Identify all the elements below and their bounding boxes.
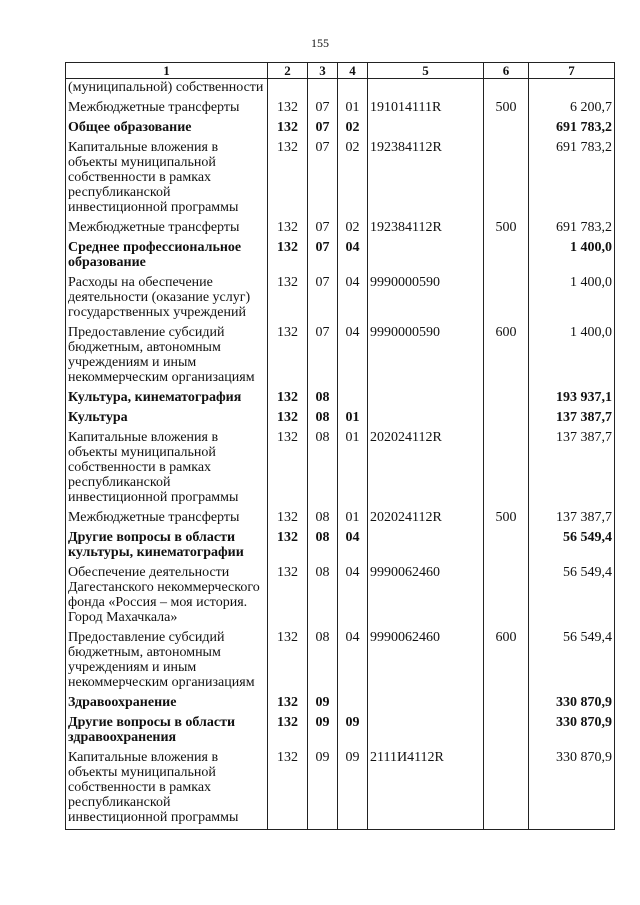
admin-code-cell: 132 <box>268 119 308 139</box>
admin-code-cell: 132 <box>268 564 308 629</box>
target-item-cell <box>368 529 484 564</box>
amount-cell: 137 387,7 <box>529 409 615 429</box>
expense-type-cell <box>484 79 529 100</box>
amount-cell: 1 400,0 <box>529 274 615 324</box>
admin-code-cell: 132 <box>268 389 308 409</box>
amount-cell: 137 387,7 <box>529 429 615 509</box>
table-body <box>66 79 615 830</box>
subsection-code-cell: 01 <box>338 429 368 509</box>
section-code-cell: 08 <box>308 529 338 564</box>
subsection-code-cell: 04 <box>338 274 368 324</box>
row-name-cell: Расходы на обеспечение деятельности (оказание услуг) государственных учреждений <box>66 274 268 324</box>
admin-code-cell: 132 <box>268 509 308 529</box>
section-code-cell: 07 <box>308 239 338 274</box>
table-row <box>66 714 615 749</box>
row-name-cell: Межбюджетные трансферты <box>66 509 268 529</box>
column-header: 5 <box>368 63 484 79</box>
amount-cell: 1 400,0 <box>529 324 615 389</box>
section-code-cell: 07 <box>308 324 338 389</box>
table-row <box>66 564 615 629</box>
target-item-cell <box>368 694 484 714</box>
subsection-code-cell: 02 <box>338 219 368 239</box>
target-item-cell <box>368 389 484 409</box>
expense-type-cell <box>484 239 529 274</box>
expense-type-cell: 600 <box>484 629 529 694</box>
admin-code-cell: 132 <box>268 694 308 714</box>
expense-type-cell: 600 <box>484 324 529 389</box>
subsection-code-cell: 09 <box>338 749 368 830</box>
expense-type-cell <box>484 139 529 219</box>
target-item-cell: 2111И4112R <box>368 749 484 830</box>
section-code-cell: 07 <box>308 274 338 324</box>
subsection-code-cell: 04 <box>338 324 368 389</box>
expense-type-cell <box>484 429 529 509</box>
target-item-cell: 9990062460 <box>368 629 484 694</box>
table-row <box>66 139 615 219</box>
admin-code-cell: 132 <box>268 99 308 119</box>
target-item-cell <box>368 119 484 139</box>
target-item-cell <box>368 714 484 749</box>
table-row <box>66 529 615 564</box>
row-name-cell: Среднее профессиональное образование <box>66 239 268 274</box>
amount-cell: 330 870,9 <box>529 694 615 714</box>
table-row <box>66 429 615 509</box>
expense-type-cell <box>484 694 529 714</box>
target-item-cell <box>368 239 484 274</box>
expense-type-cell <box>484 274 529 324</box>
amount-cell <box>529 79 615 100</box>
admin-code-cell: 132 <box>268 409 308 429</box>
amount-cell: 56 549,4 <box>529 629 615 694</box>
row-name-cell: Культура, кинематография <box>66 389 268 409</box>
amount-cell: 691 783,2 <box>529 219 615 239</box>
row-name-cell: Культура <box>66 409 268 429</box>
subsection-code-cell <box>338 79 368 100</box>
section-code-cell: 07 <box>308 139 338 219</box>
admin-code-cell: 132 <box>268 529 308 564</box>
subsection-code-cell: 01 <box>338 99 368 119</box>
section-code-cell: 08 <box>308 429 338 509</box>
section-code-cell: 07 <box>308 99 338 119</box>
table-row <box>66 119 615 139</box>
amount-cell: 137 387,7 <box>529 509 615 529</box>
column-header: 3 <box>308 63 338 79</box>
table-row <box>66 389 615 409</box>
table-row <box>66 79 615 100</box>
target-item-cell: 9990000590 <box>368 324 484 389</box>
column-header: 2 <box>268 63 308 79</box>
subsection-code-cell: 04 <box>338 529 368 564</box>
subsection-code-cell <box>338 694 368 714</box>
section-code-cell: 08 <box>308 564 338 629</box>
section-code-cell: 09 <box>308 694 338 714</box>
subsection-code-cell: 02 <box>338 139 368 219</box>
subsection-code-cell: 04 <box>338 629 368 694</box>
target-item-cell: 9990000590 <box>368 274 484 324</box>
row-name-cell: Капитальные вложения в объекты муниципальной собственности в рамках республиканской инвестиционной программы <box>66 429 268 509</box>
table-row <box>66 629 615 694</box>
row-name-cell: Капитальные вложения в объекты муниципальной собственности в рамках республиканской инвестиционной программы <box>66 749 268 830</box>
section-code-cell: 07 <box>308 119 338 139</box>
target-item-cell: 192384112R <box>368 139 484 219</box>
admin-code-cell: 132 <box>268 274 308 324</box>
admin-code-cell: 132 <box>268 239 308 274</box>
column-header: 4 <box>338 63 368 79</box>
row-name-cell: Предоставление субсидий бюджетным, автономным учреждениям и иным некоммерческим организациям <box>66 324 268 389</box>
row-name-cell: Межбюджетные трансферты <box>66 219 268 239</box>
amount-cell: 691 783,2 <box>529 119 615 139</box>
subsection-code-cell: 01 <box>338 409 368 429</box>
table-row <box>66 694 615 714</box>
amount-cell: 330 870,9 <box>529 714 615 749</box>
row-name-cell: (муниципальной) собственности <box>66 79 268 100</box>
page-number: 155 <box>311 36 329 50</box>
target-item-cell: 202024112R <box>368 509 484 529</box>
amount-cell: 6 200,7 <box>529 99 615 119</box>
amount-cell: 56 549,4 <box>529 529 615 564</box>
section-code-cell: 09 <box>308 714 338 749</box>
admin-code-cell: 132 <box>268 324 308 389</box>
section-code-cell: 08 <box>308 629 338 694</box>
row-name-cell: Межбюджетные трансферты <box>66 99 268 119</box>
expense-type-cell <box>484 564 529 629</box>
amount-cell: 56 549,4 <box>529 564 615 629</box>
expense-type-cell <box>484 714 529 749</box>
expense-type-cell <box>484 409 529 429</box>
row-name-cell: Здравоохранение <box>66 694 268 714</box>
subsection-code-cell: 02 <box>338 119 368 139</box>
expense-type-cell <box>484 119 529 139</box>
section-code-cell: 07 <box>308 219 338 239</box>
table-row <box>66 99 615 119</box>
amount-cell: 691 783,2 <box>529 139 615 219</box>
subsection-code-cell: 04 <box>338 239 368 274</box>
section-code-cell: 08 <box>308 389 338 409</box>
admin-code-cell <box>268 79 308 100</box>
row-name-cell: Общее образование <box>66 119 268 139</box>
admin-code-cell: 132 <box>268 429 308 509</box>
amount-cell: 193 937,1 <box>529 389 615 409</box>
table-row <box>66 219 615 239</box>
admin-code-cell: 132 <box>268 629 308 694</box>
admin-code-cell: 132 <box>268 139 308 219</box>
admin-code-cell: 132 <box>268 714 308 749</box>
table-row <box>66 749 615 830</box>
target-item-cell: 191014111R <box>368 99 484 119</box>
subsection-code-cell: 04 <box>338 564 368 629</box>
table-row <box>66 274 615 324</box>
expense-type-cell: 500 <box>484 509 529 529</box>
target-item-cell <box>368 79 484 100</box>
section-code-cell: 08 <box>308 509 338 529</box>
column-header: 1 <box>66 63 268 79</box>
subsection-code-cell: 01 <box>338 509 368 529</box>
subsection-code-cell <box>338 389 368 409</box>
table-header-row <box>66 63 615 79</box>
admin-code-cell: 132 <box>268 749 308 830</box>
expense-type-cell <box>484 529 529 564</box>
table-row <box>66 409 615 429</box>
row-name-cell: Другие вопросы в области здравоохранения <box>66 714 268 749</box>
amount-cell: 1 400,0 <box>529 239 615 274</box>
column-header: 6 <box>484 63 529 79</box>
row-name-cell: Обеспечение деятельности Дагестанского некоммерческого фонда «Россия – моя история. Город Махачкала» <box>66 564 268 629</box>
expense-type-cell: 500 <box>484 99 529 119</box>
target-item-cell: 192384112R <box>368 219 484 239</box>
row-name-cell: Предоставление субсидий бюджетным, автономным учреждениям и иным некоммерческим организациям <box>66 629 268 694</box>
expense-type-cell <box>484 749 529 830</box>
budget-table <box>65 62 615 830</box>
section-code-cell: 08 <box>308 409 338 429</box>
row-name-cell: Капитальные вложения в объекты муниципальной собственности в рамках республиканской инвестиционной программы <box>66 139 268 219</box>
table-row <box>66 239 615 274</box>
section-code-cell <box>308 79 338 100</box>
section-code-cell: 09 <box>308 749 338 830</box>
table-row <box>66 324 615 389</box>
expense-type-cell: 500 <box>484 219 529 239</box>
amount-cell: 330 870,9 <box>529 749 615 830</box>
expense-type-cell <box>484 389 529 409</box>
subsection-code-cell: 09 <box>338 714 368 749</box>
target-item-cell: 202024112R <box>368 429 484 509</box>
target-item-cell: 9990062460 <box>368 564 484 629</box>
row-name-cell: Другие вопросы в области культуры, кинематографии <box>66 529 268 564</box>
target-item-cell <box>368 409 484 429</box>
admin-code-cell: 132 <box>268 219 308 239</box>
table-row <box>66 509 615 529</box>
column-header: 7 <box>529 63 615 79</box>
